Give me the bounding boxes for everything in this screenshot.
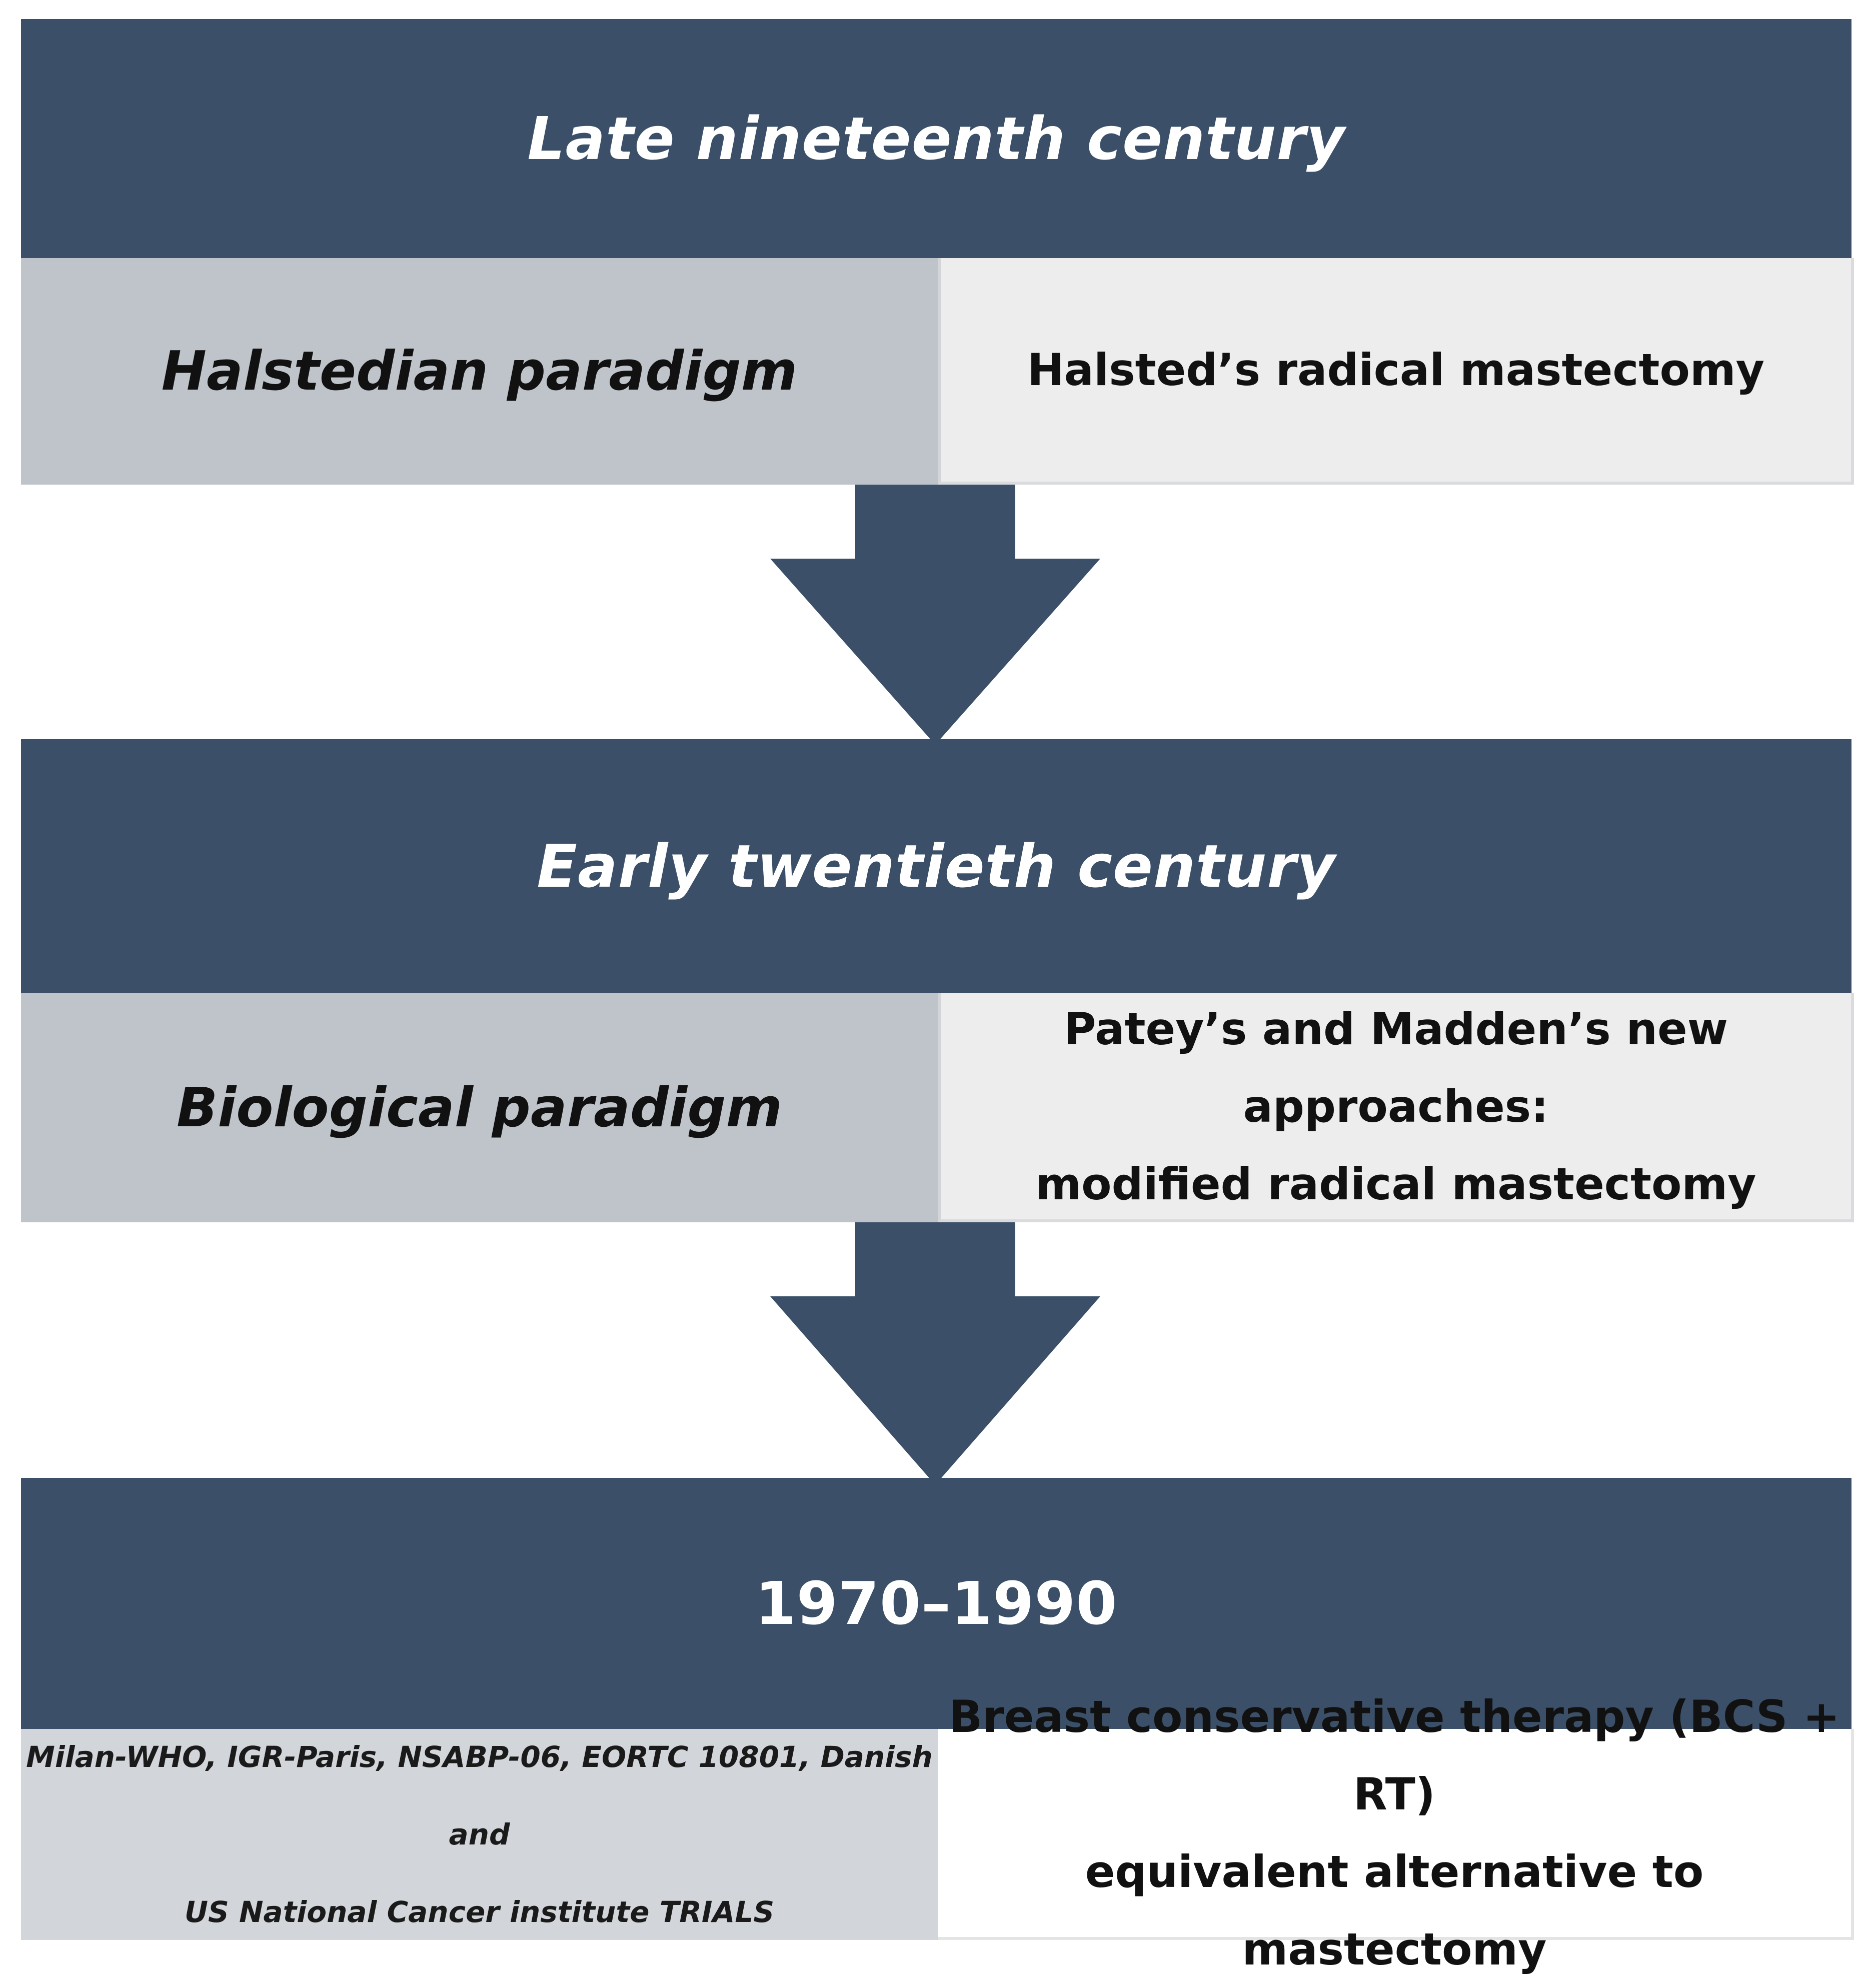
era-title: 1970–1990 xyxy=(755,1569,1118,1638)
description-cell xyxy=(938,1691,1854,1975)
trials-text xyxy=(21,1718,938,1951)
down-arrow-icon xyxy=(765,485,1105,745)
down-arrow-icon xyxy=(765,1222,1105,1485)
paradigm-label: Biological paradigm xyxy=(176,1076,783,1139)
era-banner-early-twentieth-century xyxy=(21,739,1851,993)
description-line: equivalent alternative to mastectomy xyxy=(1085,1846,1704,1975)
paradigm-cell xyxy=(21,993,938,1222)
trials-line: US National Cancer institute TRIALS xyxy=(184,1894,775,1929)
description-line: Halsted’s radical mastectomy xyxy=(1027,344,1764,396)
description-cell xyxy=(938,993,1854,1222)
era-title: Early twentieth century xyxy=(537,832,1336,901)
trials-cell xyxy=(21,1729,938,1940)
stage-row-biological xyxy=(21,993,1854,1222)
description-line: Breast conservative therapy (BCS + RT) xyxy=(949,1691,1840,1820)
description-line: modified radical mastectomy xyxy=(1035,1158,1756,1210)
paradigm-cell xyxy=(21,258,938,485)
era-banner-late-nineteenth-century xyxy=(21,19,1851,258)
stage-row-trials xyxy=(21,1691,1854,1975)
trials-line: Milan-WHO, IGR-Paris, NSABP-06, EORTC 10801, Danish and xyxy=(26,1739,933,1851)
description-text xyxy=(941,990,1851,1223)
description-text xyxy=(938,1678,1851,1988)
description-cell xyxy=(938,258,1854,485)
paradigm-label: Halstedian paradigm xyxy=(161,340,798,403)
stage-row-halstedian xyxy=(21,258,1854,485)
era-title: Late nineteenth century xyxy=(527,104,1345,173)
description-text xyxy=(1027,331,1764,409)
description-line: Patey’s and Madden’s new approaches: xyxy=(1063,1003,1728,1132)
